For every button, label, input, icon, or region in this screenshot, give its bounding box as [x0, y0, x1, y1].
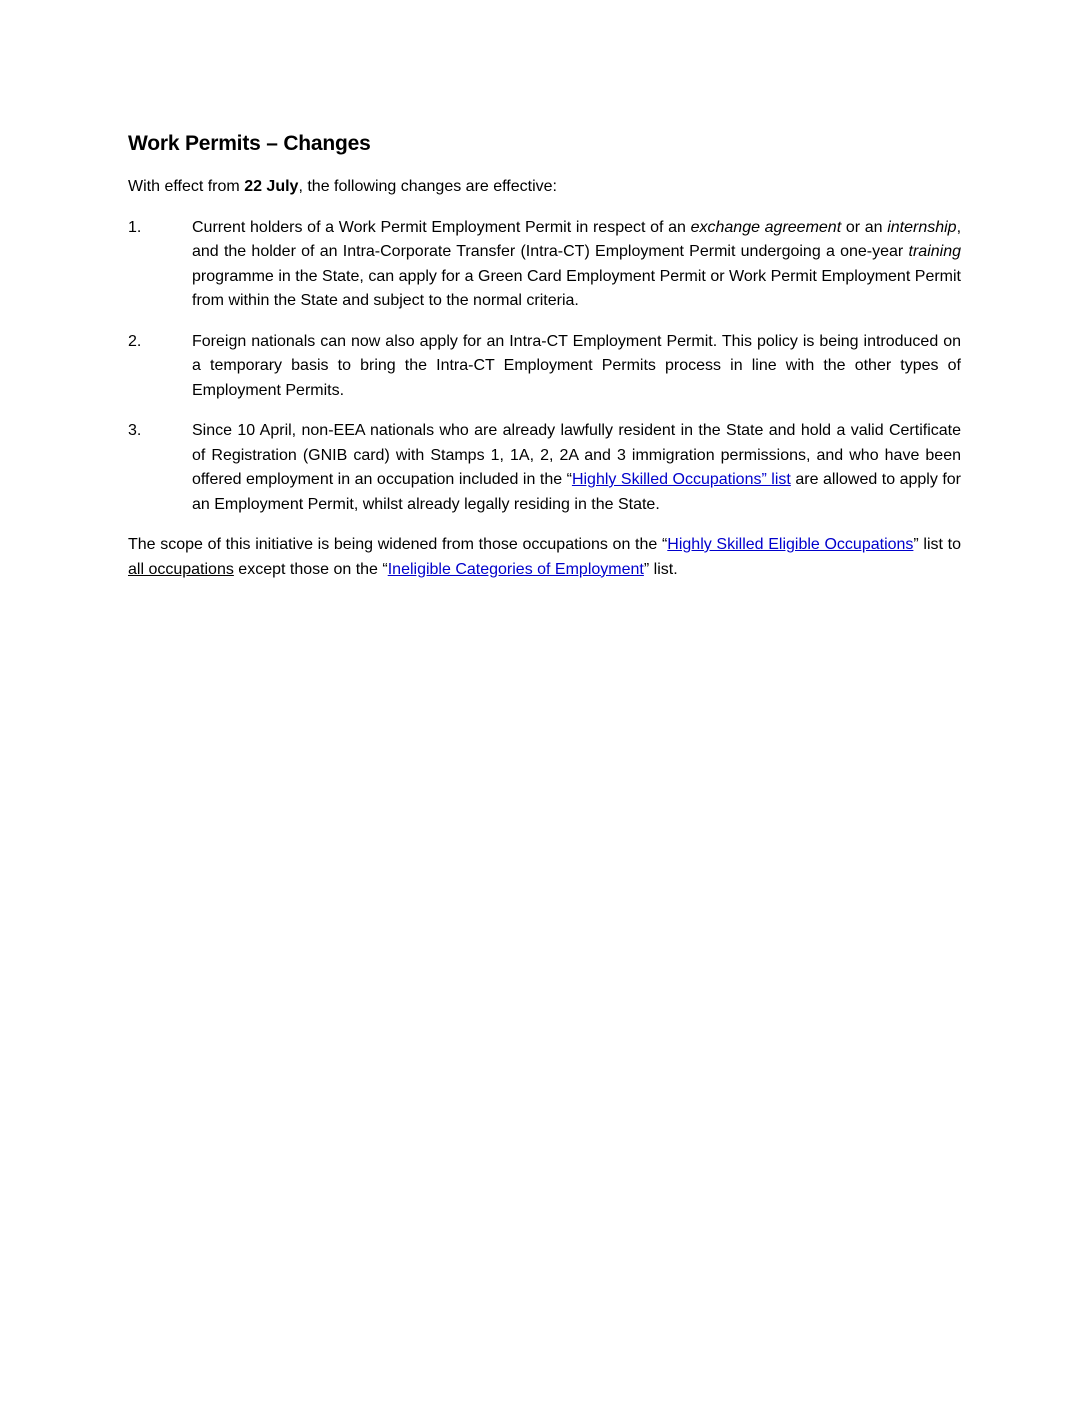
item-text: Foreign nationals can now also apply for an Intra-CT Employment Permit. This policy is being introduced on a temporary basis to bring the Intra-CT Employment Permits process in line with the other types of Employment Permits.: [192, 332, 961, 399]
all-occupations-underlined: all occupations: [128, 560, 234, 578]
ineligible-categories-link[interactable]: Ineligible Categories of Employment: [387, 560, 644, 578]
item-number: 2.: [128, 332, 142, 350]
item-number: 3.: [128, 422, 142, 439]
emphasis-exchange-agreement: exchange agreement: [690, 218, 842, 236]
page-title: Work Permits – Changes: [128, 132, 371, 155]
highly-skilled-occupations-link[interactable]: Highly Skilled Occupations” list: [571, 471, 791, 488]
item-text: Since 10 April, non-EEA nationals who are already lawfully resident in the State and hold a valid Certificate of Registration (GNIB card) with Stamps 1, 1A, 2, 2A and 3 immigration permissions, and who have been offered employment in an occupation included in the “Highly Skilled Occupations” list are allowed to apply for an Employment Permit, whilst already legally residing in the State.: [192, 422, 962, 513]
intro-text: With effect from: [128, 178, 245, 195]
emphasis-internship: internship: [887, 218, 957, 236]
item-text: Current holders of a Work Permit Employment Permit in respect of an exchange agreement or an internship, and the holder of an Intra-Corporate Transfer (Intra-CT) Employment Permit undergoing a one-year training programme in the State, can apply for a Green Card Employment Permit or Work Permit Employment Permit from within the State and subject to the normal criteria.: [192, 218, 962, 309]
highly-skilled-eligible-occupations-link[interactable]: Highly Skilled Eligible Occupations: [667, 536, 914, 553]
document-page: [128, 130, 961, 582]
list-item-3: [128, 419, 961, 517]
intro-paragraph: [128, 175, 961, 200]
closing-paragraph: The scope of this initiative is being widened from those occupations on the “Highly Skilled Eligible Occupations” list to all occupations except those on the “Ineligible Categories of Employment” list.: [128, 536, 961, 578]
intro-text-end: , the following changes are effective:: [298, 178, 557, 195]
emphasis-training: training: [908, 243, 961, 260]
item-number: 1.: [128, 218, 142, 236]
effective-date: 22 July: [244, 178, 299, 195]
list-item-2: [128, 330, 961, 404]
list-item-1: [128, 216, 961, 314]
